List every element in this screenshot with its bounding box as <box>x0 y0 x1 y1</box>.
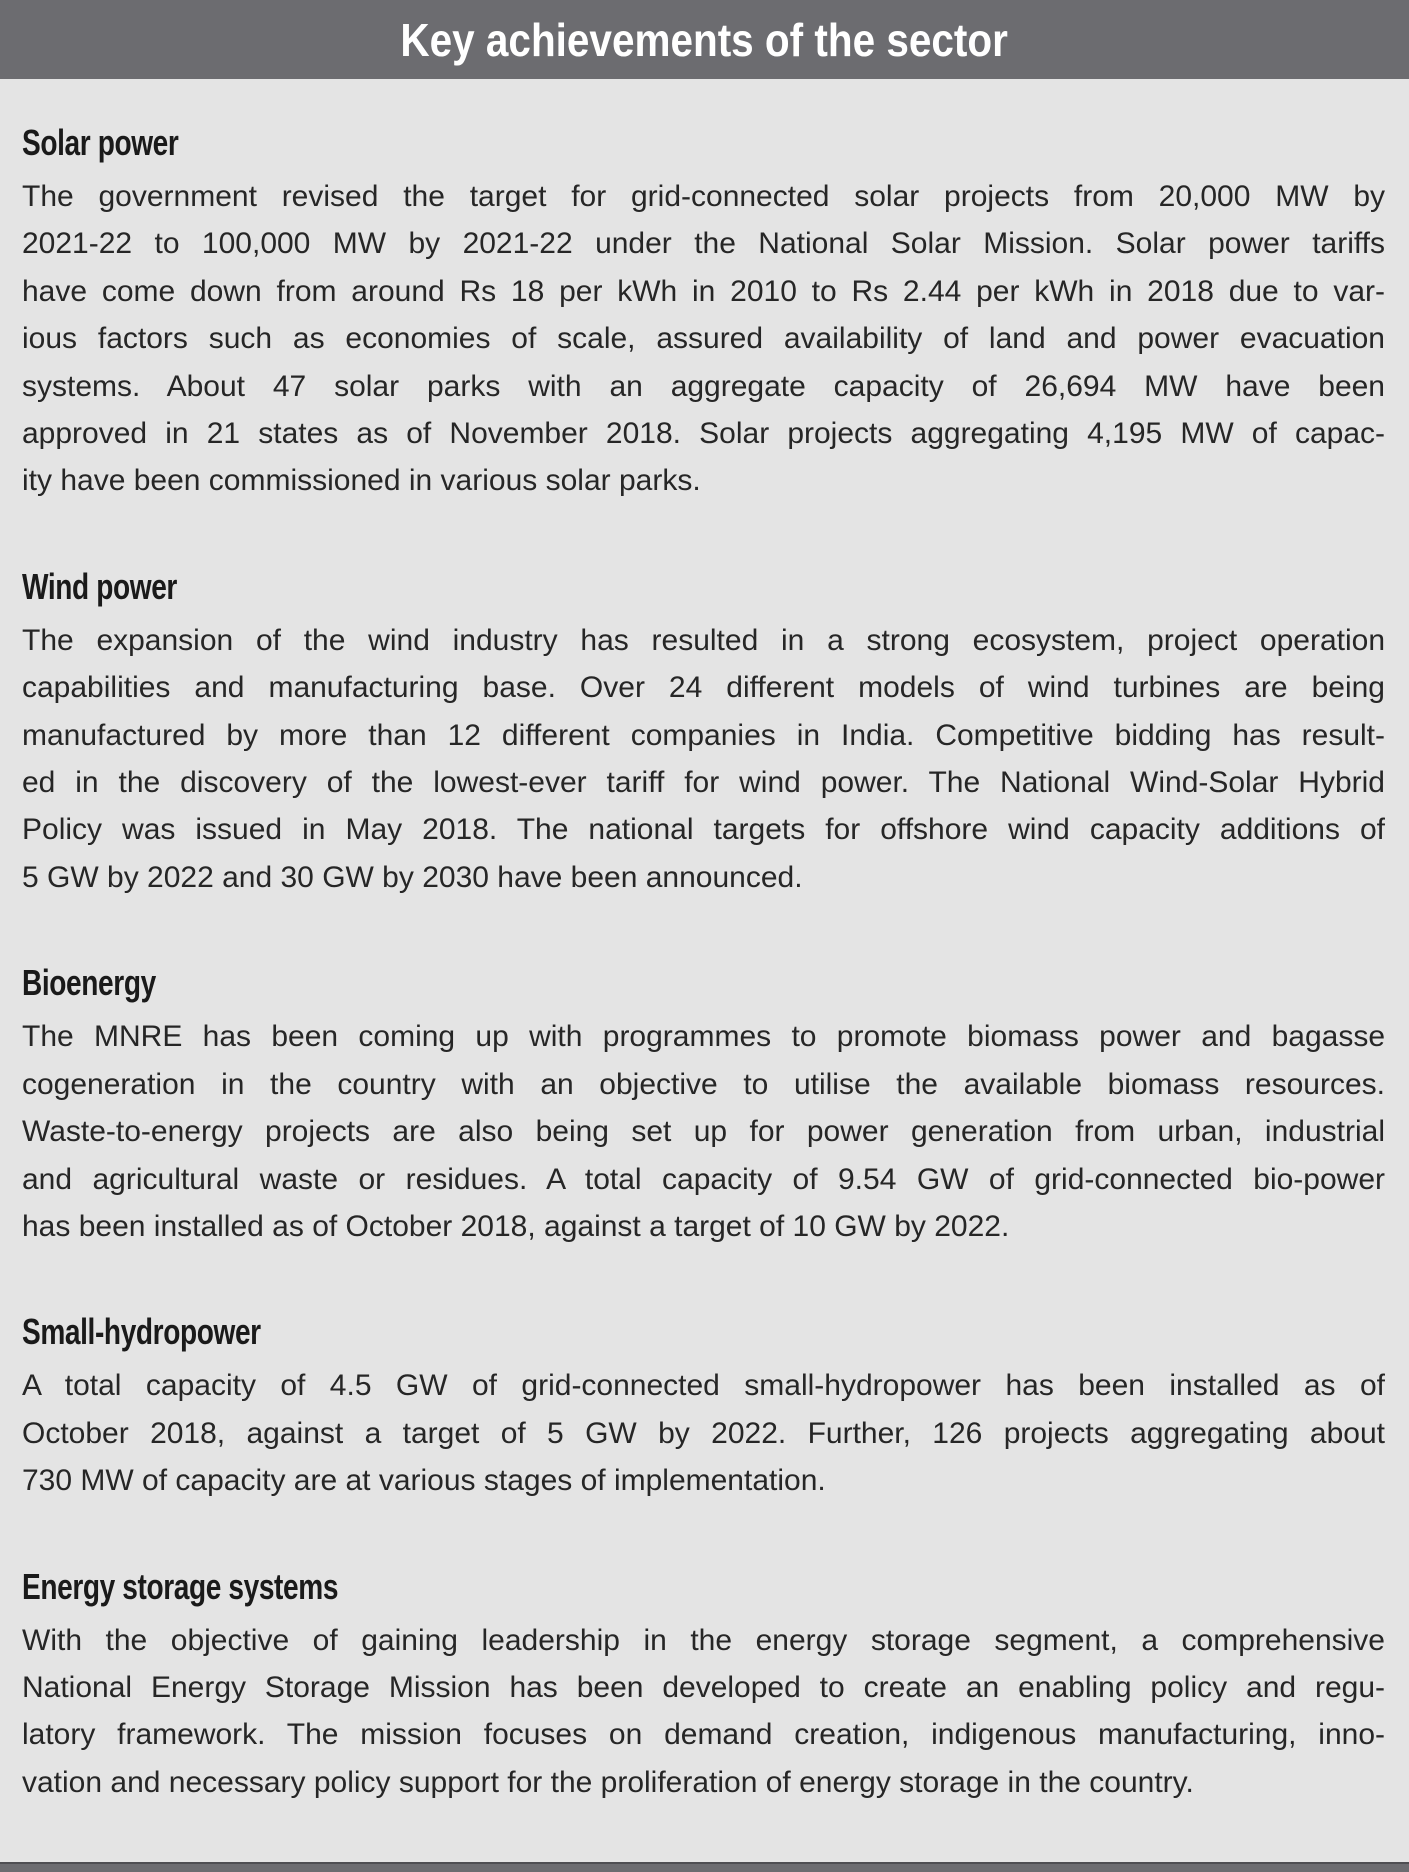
paragraph-line: vation and necessary policy support for the proliferation of energy storage in the country. <box>22 1765 1194 1799</box>
paragraph-line: manufactured by more than 12 different companies in India. Competitive bidding has result- <box>22 718 1385 752</box>
paragraph-line: With the objective of gaining leadership in the energy storage segment, a comprehensive <box>22 1623 1385 1657</box>
paragraph-line: A total capacity of 4.5 GW of grid-connected small-hydropower has been installed as of <box>22 1369 1385 1403</box>
paragraph-line: latory framework. The mission focuses on demand creation, indigenous manufacturing, inno- <box>22 1718 1385 1752</box>
section-energy-storage-systems <box>22 1565 1385 1807</box>
section-heading-text: Solar power <box>22 122 179 163</box>
section-heading-text: Wind power <box>22 565 177 607</box>
section-heading-bioenergy <box>22 961 1385 1005</box>
paragraph-line: 5 GW by 2022 and 30 GW by 2030 have been announced. <box>22 860 803 894</box>
panel-body <box>0 79 1409 1806</box>
section-heading-text: Small-hydropower <box>22 1311 261 1353</box>
paragraph-line: approved in 21 states as of November 2018. Solar projects aggregating 4,195 MW of capac- <box>22 417 1385 451</box>
paragraph-line: Waste-to-energy projects are also being set up for power generation from urban, industrial <box>22 1115 1385 1149</box>
section-paragraph <box>22 1362 1385 1504</box>
section-heading-energy-storage-systems <box>22 1565 1385 1609</box>
section-heading-small-hydropower <box>22 1310 1385 1354</box>
section-heading-text: Bioenergy <box>22 962 156 1004</box>
section-wind-power <box>22 565 1385 901</box>
section-paragraph <box>22 1013 1385 1250</box>
paragraph-line: ity have been commissioned in various solar parks. <box>22 464 701 498</box>
paragraph-line: capabilities and manufacturing base. Over 24 different models of wind turbines are being <box>22 671 1385 705</box>
paragraph-line: Policy was issued in May 2018. The national targets for offshore wind capacity additions of <box>22 813 1385 847</box>
panel-title: Key achievements of the sector <box>400 13 1009 66</box>
paragraph-line: October 2018, against a target of 5 GW by 2022. Further, 126 projects aggregating about <box>22 1416 1385 1450</box>
paragraph-line: National Energy Storage Mission has been developed to create an enabling policy and regu- <box>22 1670 1385 1704</box>
panel-title-bar <box>0 0 1409 79</box>
paragraph-line: 730 MW of capacity are at various stages of implementation. <box>22 1464 826 1498</box>
paragraph-line: have come down from around Rs 18 per kWh in 2010 to Rs 2.44 per kWh in 2018 due to var- <box>22 274 1385 308</box>
paragraph-line: cogeneration in the country with an objective to utilise the available biomass resources. <box>22 1067 1385 1101</box>
paragraph-line: systems. About 47 solar parks with an aggregate capacity of 26,694 MW have been <box>22 369 1385 403</box>
paragraph-line: and agricultural waste or residues. A total capacity of 9.54 GW of grid-connected bio-power <box>22 1162 1385 1196</box>
section-heading-wind-power <box>22 565 1385 609</box>
paragraph-line: The MNRE has been coming up with programmes to promote biomass power and bagasse <box>22 1020 1385 1054</box>
paragraph-line: has been installed as of October 2018, against a target of 10 GW by 2022. <box>22 1209 1010 1243</box>
paragraph-line: 2021-22 to 100,000 MW by 2021-22 under the National Solar Mission. Solar power tariffs <box>22 227 1385 261</box>
section-paragraph <box>22 617 1385 901</box>
section-solar-power <box>22 121 1385 505</box>
paragraph-line: ious factors such as economies of scale, assured availability of land and power evacuation <box>22 322 1385 356</box>
section-heading-text: Energy storage systems <box>22 1565 339 1607</box>
section-bioenergy <box>22 961 1385 1250</box>
paragraph-line: ed in the discovery of the lowest-ever tariff for wind power. The National Wind-Solar Hybrid <box>22 766 1385 800</box>
paragraph-line: The government revised the target for grid-connected solar projects from 20,000 MW by <box>22 180 1385 213</box>
paragraph-line: The expansion of the wind industry has resulted in a strong ecosystem, project operation <box>22 623 1385 657</box>
section-paragraph <box>22 173 1385 505</box>
bottom-divider-bar <box>0 1862 1409 1872</box>
section-paragraph <box>22 1617 1385 1807</box>
section-small-hydropower <box>22 1310 1385 1504</box>
section-heading-solar-power <box>22 121 1385 165</box>
